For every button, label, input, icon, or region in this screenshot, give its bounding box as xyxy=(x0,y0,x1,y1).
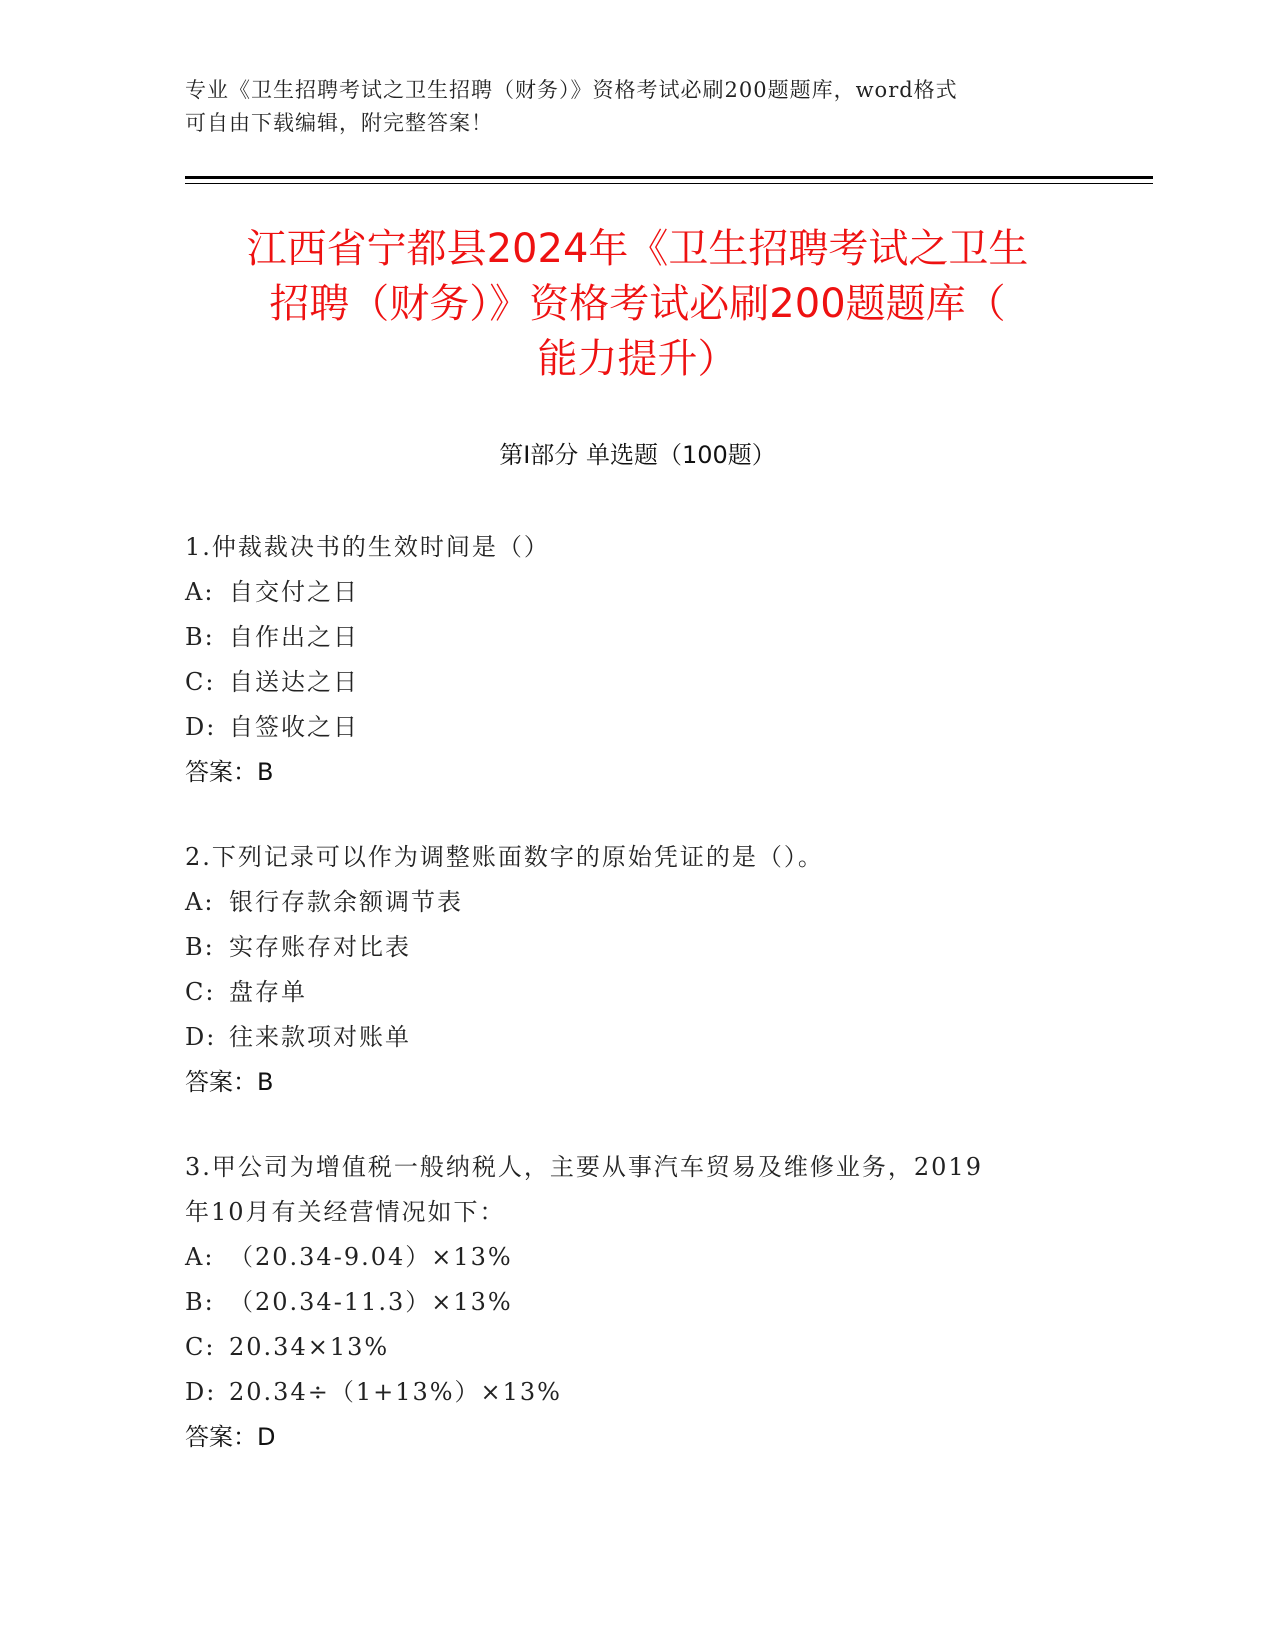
option-text: （20.34-11.3）×13% xyxy=(229,1288,513,1316)
header-note-line: 专业《卫生招聘考试之卫生招聘（财务）》资格考试必刷200题题库，word格式 xyxy=(185,78,958,102)
option-key: C: xyxy=(185,978,216,1006)
question-stem xyxy=(185,835,1085,880)
header-note-line: 可自由下载编辑，附完整答案！ xyxy=(185,111,493,135)
option-d xyxy=(185,1370,1085,1415)
option-d xyxy=(185,705,1085,750)
question-list xyxy=(185,525,1085,1500)
question-stem-line: 1.仲裁裁决书的生效时间是（） xyxy=(185,533,550,561)
option-text: 20.34×13% xyxy=(229,1333,390,1361)
question-stem xyxy=(185,525,1085,570)
option-key: B: xyxy=(185,623,215,651)
option-key: B: xyxy=(185,1288,215,1316)
option-text: 银行存款余额调节表 xyxy=(229,888,463,916)
option-key: A: xyxy=(185,578,215,606)
header-divider-thin xyxy=(185,183,1153,184)
option-key: D: xyxy=(185,1378,217,1406)
question-stem-line: 2.下列记录可以作为调整账面数字的原始凭证的是（）。 xyxy=(185,843,824,871)
question-stem xyxy=(185,1145,1085,1235)
option-text: 自作出之日 xyxy=(229,623,359,651)
option-key: A: xyxy=(185,1243,215,1271)
question-1 xyxy=(185,525,1085,795)
option-a xyxy=(185,1235,1085,1280)
option-a xyxy=(185,570,1085,615)
question-stem-line: 年10月有关经营情况如下： xyxy=(185,1198,506,1226)
option-text: （20.34-9.04）×13% xyxy=(229,1243,513,1271)
option-key: C: xyxy=(185,1333,216,1361)
option-text: 自送达之日 xyxy=(229,668,359,696)
option-c xyxy=(185,1325,1085,1370)
option-text: 盘存单 xyxy=(229,978,307,1006)
option-d xyxy=(185,1015,1085,1060)
option-key: A: xyxy=(185,888,215,916)
section-heading: 第I部分 单选题（100题） xyxy=(499,441,776,469)
option-b xyxy=(185,925,1085,970)
option-key: C: xyxy=(185,668,216,696)
document-title-line: 江西省宁都县2024年《卫生招聘考试之卫生 xyxy=(246,226,1029,272)
answer-line: 答案：D xyxy=(185,1423,276,1451)
question-stem-line: 3.甲公司为增值税一般纳税人，主要从事汽车贸易及维修业务，2019 xyxy=(185,1153,983,1181)
document-title-line: 能力提升） xyxy=(537,336,738,382)
option-text: 实存账存对比表 xyxy=(229,933,411,961)
option-b xyxy=(185,615,1085,660)
option-text: 往来款项对账单 xyxy=(229,1023,411,1051)
option-b xyxy=(185,1280,1085,1325)
option-c xyxy=(185,660,1085,705)
header-divider-thick xyxy=(185,176,1153,179)
question-2 xyxy=(185,835,1085,1105)
option-a xyxy=(185,880,1085,925)
answer-line: 答案：B xyxy=(185,758,274,786)
option-key: D: xyxy=(185,713,217,741)
document-title-line: 招聘（财务）》资格考试必刷200题题库（ xyxy=(269,281,1006,327)
header-note xyxy=(185,74,1065,140)
option-c xyxy=(185,970,1085,1015)
option-text: 20.34÷（1+13%）×13% xyxy=(229,1378,562,1406)
option-key: D: xyxy=(185,1023,217,1051)
option-key: B: xyxy=(185,933,215,961)
option-text: 自交付之日 xyxy=(229,578,359,606)
option-text: 自签收之日 xyxy=(229,713,359,741)
document-title xyxy=(150,222,1125,387)
answer-line: 答案：B xyxy=(185,1068,274,1096)
question-3 xyxy=(185,1145,1085,1460)
